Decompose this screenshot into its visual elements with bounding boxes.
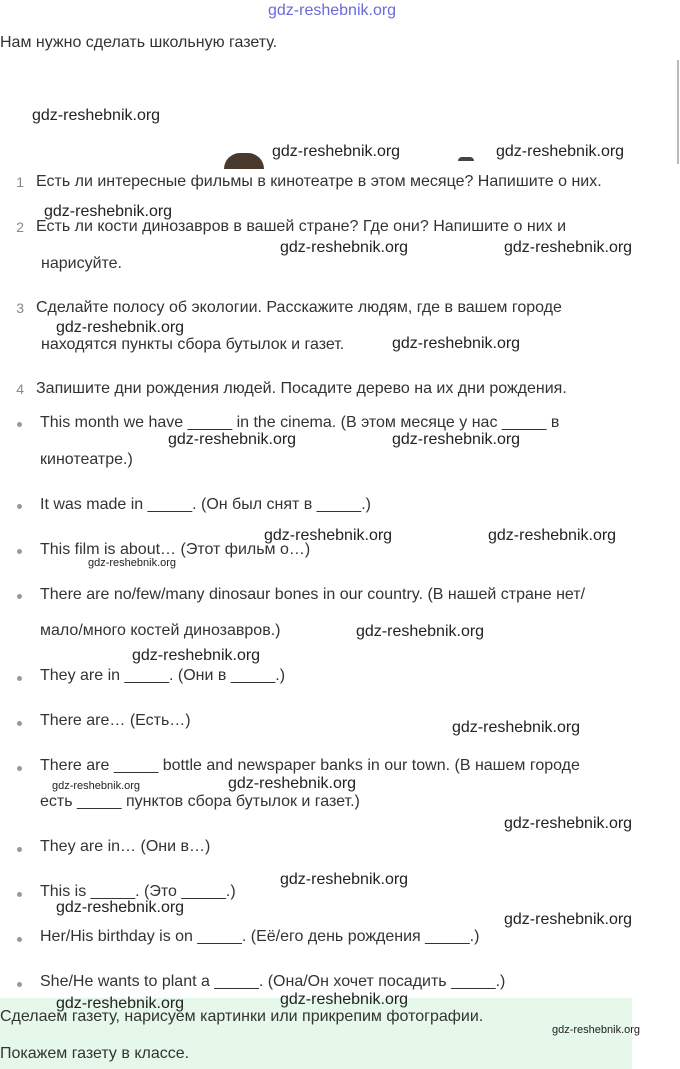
watermark: gdz-reshebnik.org [56,319,185,336]
phrase-item: Her/His birthday is on _____. (Её/его день рождения _____.) [40,928,480,945]
task-text-continued: нарисуйте. [41,255,122,272]
watermark: gdz-reshebnik.org [280,991,409,1008]
watermark: gdz-reshebnik.org [496,143,625,160]
watermark: gdz-reshebnik.org [132,647,261,664]
task-number: 1 [16,174,24,190]
phrase-item: There are _____ bottle and newspaper banks in our town. (В нашем городе [40,757,580,774]
task-number: 2 [16,219,24,235]
phrase-item: She/He wants to plant a _____. (Она/Он хочет посадить _____.) [40,973,506,990]
watermark: gdz-reshebnik.org [504,911,633,928]
phrase-item: They are in… (Они в…) [40,838,211,855]
scrollbar-edge [677,60,679,164]
watermark: gdz-reshebnik.org [280,239,409,256]
phrase-item-continued: кинотеатре.) [40,451,133,468]
watermark: gdz-reshebnik.org [264,527,393,544]
phrase-item: It was made in _____. (Он был снят в _____.) [40,496,371,513]
watermark: gdz-reshebnik.org [552,1024,641,1036]
watermark: gdz-reshebnik.org [168,431,297,448]
bullet [17,937,22,942]
task-text: Есть ли кости динозавров в вашей стране? Где они? Напишите о них и [36,218,567,235]
final-step: Покажем газету в классе. [0,1045,190,1062]
phrase-item-continued: есть _____ пунктов сбора бутылок и газет.) [40,793,360,810]
watermark: gdz-reshebnik.org [356,623,485,640]
phrase-item: This film is about… (Этот фильм о…) [40,541,311,558]
bullet [17,982,22,987]
watermark: gdz-reshebnik.org [56,995,185,1012]
watermark: gdz-reshebnik.org [488,527,617,544]
phrase-item: They are in _____. (Они в _____.) [40,667,286,684]
decorative-image-fragment [458,157,474,161]
task-text: Запишите дни рождения людей. Посадите дерево на их дни рождения. [36,380,567,397]
bullet [17,549,22,554]
phrase-item: This month we have _____ in the cinema. (В этом месяце у нас _____ в [40,414,560,431]
watermark: gdz-reshebnik.org [44,203,173,220]
bullet [17,766,22,771]
watermark: gdz-reshebnik.org [452,719,581,736]
intro-text: Нам нужно сделать школьную газету. [0,34,278,51]
task-text: Есть ли интересные фильмы в кинотеатре в этом месяце? Напишите о них. [36,173,602,190]
phrase-item: There are… (Есть…) [40,712,191,729]
watermark: gdz-reshebnik.org [272,143,401,160]
watermark: gdz-reshebnik.org [228,775,357,792]
bullet [17,676,22,681]
decorative-image-fragment [224,153,264,169]
watermark: gdz-reshebnik.org [392,431,521,448]
task-text: Сделайте полосу об экологии. Расскажите людям, где в вашем городе [36,299,562,316]
bullet [17,422,22,427]
watermark: gdz-reshebnik.org [504,239,633,256]
task-number: 3 [16,300,24,316]
watermark: gdz-reshebnik.org [280,871,409,888]
phrase-item: This is _____. (Это _____.) [40,883,236,900]
phrase-item: There are no/few/many dinosaur bones in our country. (В нашей стране нет/ [40,586,586,603]
bullet [17,504,22,509]
bullet [17,721,22,726]
watermark: gdz-reshebnik.org [52,780,141,792]
watermark: gdz-reshebnik.org [56,899,185,916]
watermark-top[interactable]: gdz-reshebnik.org [268,2,397,19]
task-text-continued: находятся пункты сбора бутылок и газет. [41,336,345,353]
final-step: Сделаем газету, нарисуем картинки или прикрепим фотографии. [0,1008,484,1025]
task-number: 4 [16,381,24,397]
bullet [17,892,22,897]
phrase-item-continued: мало/много костей динозавров.) [40,622,281,639]
bullet [17,594,22,599]
watermark: gdz-reshebnik.org [504,815,633,832]
bullet [17,847,22,852]
watermark: gdz-reshebnik.org [32,107,161,124]
watermark: gdz-reshebnik.org [392,335,521,352]
watermark: gdz-reshebnik.org [88,557,177,569]
